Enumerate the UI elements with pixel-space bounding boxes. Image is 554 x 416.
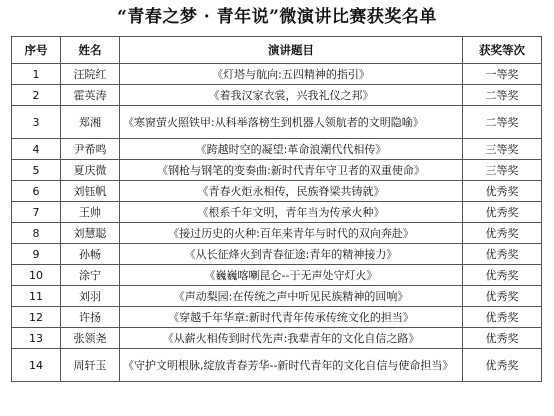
table-row [12, 307, 542, 328]
cell-award: 优秀奖 [463, 349, 542, 382]
cell-no: 1 [12, 64, 61, 85]
table-row [12, 85, 542, 106]
header-award: 获奖等次 [463, 37, 542, 64]
header-topic: 演讲题目 [120, 37, 463, 64]
cell-award: 优秀奖 [463, 181, 542, 202]
cell-no: 9 [12, 244, 61, 265]
award-table [11, 36, 542, 382]
page-title: “青春之梦 · 青年说”微演讲比赛获奖名单 [117, 7, 437, 27]
cell-no: 5 [12, 160, 61, 181]
cell-no: 11 [12, 286, 61, 307]
cell-no: 6 [12, 181, 61, 202]
cell-award: 优秀奖 [463, 265, 542, 286]
cell-name: 孙畅 [61, 244, 120, 265]
cell-award: 优秀奖 [463, 202, 542, 223]
table-row [12, 64, 542, 85]
table-row [12, 139, 542, 160]
cell-name: 霍英涛 [61, 85, 120, 106]
cell-topic: 《巍巍喀喇昆仑--于无声处守灯火》 [120, 265, 463, 286]
table-row [12, 202, 542, 223]
cell-topic: 《根系千年文明，青年当为传承火种》 [120, 202, 463, 223]
cell-name: 张领尧 [61, 328, 120, 349]
table-row [12, 160, 542, 181]
cell-no: 12 [12, 307, 61, 328]
cell-topic: 《从长征烽火到青春征途:青年的精神接力》 [120, 244, 463, 265]
cell-topic: 《声动梨园:在传统之声中听见民族精神的回响》 [120, 286, 463, 307]
cell-name: 夏庆微 [61, 160, 120, 181]
cell-award: 二等奖 [463, 85, 542, 106]
table-row [12, 286, 542, 307]
table-row [12, 265, 542, 286]
cell-award: 优秀奖 [463, 307, 542, 328]
cell-award: 优秀奖 [463, 223, 542, 244]
cell-topic: 《跨越时空的凝望:革命浪潮代代相传》 [120, 139, 463, 160]
table-row [12, 223, 542, 244]
cell-topic: 《守护文明根脉,绽放青春芳华--新时代青年的文化自信与使命担当》 [120, 349, 463, 382]
table-row [12, 244, 542, 265]
cell-topic: 《从薪火相传到时代先声:我辈青年的文化自信之路》 [120, 328, 463, 349]
cell-topic: 《钢枪与钢笔的变奏曲:新时代青年守卫者的双重使命》 [120, 160, 463, 181]
cell-topic: 《着我汉家衣裳，兴我礼仪之邦》 [120, 85, 463, 106]
header-name: 姓名 [61, 37, 120, 64]
cell-award: 优秀奖 [463, 286, 542, 307]
table-row [12, 349, 542, 382]
cell-award: 优秀奖 [463, 328, 542, 349]
cell-no: 3 [12, 106, 61, 139]
cell-no: 13 [12, 328, 61, 349]
cell-no: 4 [12, 139, 61, 160]
cell-award: 优秀奖 [463, 244, 542, 265]
cell-name: 刘钰帆 [61, 181, 120, 202]
cell-award: 三等奖 [463, 160, 542, 181]
cell-award: 三等奖 [463, 139, 542, 160]
cell-name: 周轩玉 [61, 349, 120, 382]
cell-topic: 《接过历史的火种:百年来青年与时代的双向奔赴》 [120, 223, 463, 244]
cell-name: 刘慧聪 [61, 223, 120, 244]
cell-topic: 《穿越千年华章:新时代青年传承传统文化的担当》 [120, 307, 463, 328]
cell-topic: 《灯塔与航向:五四精神的指引》 [120, 64, 463, 85]
table-row [12, 106, 542, 139]
cell-name: 汪院红 [61, 64, 120, 85]
table-row [12, 328, 542, 349]
header-row [12, 37, 542, 64]
cell-topic: 《寒窗萤火照铁甲:从科举落榜生到机器人领航者的文明隐喻》 [120, 106, 463, 139]
cell-name: 刘羽 [61, 286, 120, 307]
cell-name: 王帅 [61, 202, 120, 223]
cell-name: 涂宁 [61, 265, 120, 286]
cell-award: 二等奖 [463, 106, 542, 139]
cell-name: 尹希鸣 [61, 139, 120, 160]
cell-no: 8 [12, 223, 61, 244]
cell-no: 14 [12, 349, 61, 382]
cell-award: 一等奖 [463, 64, 542, 85]
cell-no: 7 [12, 202, 61, 223]
table-row [12, 181, 542, 202]
cell-no: 10 [12, 265, 61, 286]
header-no: 序号 [12, 37, 61, 64]
cell-name: 许扬 [61, 307, 120, 328]
cell-topic: 《青春火炬永相传，民族脊梁共铸就》 [120, 181, 463, 202]
cell-no: 2 [12, 85, 61, 106]
cell-name: 郑湘 [61, 106, 120, 139]
